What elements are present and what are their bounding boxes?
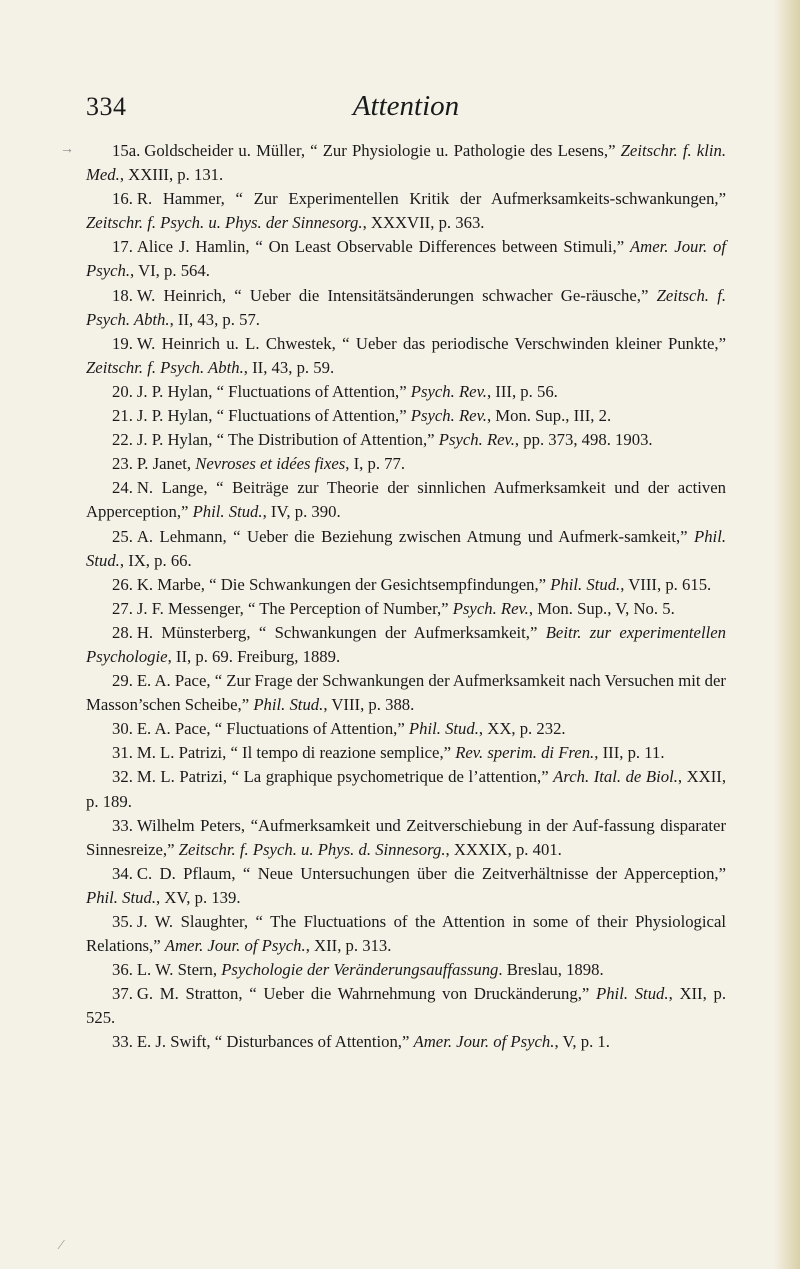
reference-number: 15a. <box>112 141 141 160</box>
reference-journal: Zeitschr. f. Psych. u. Phys. der Sinnesorg. <box>86 213 363 233</box>
reference-number: 28. <box>112 622 133 642</box>
reference-number: 30. <box>112 719 133 739</box>
reference-text: L. W. Stern, <box>136 960 222 980</box>
reference-entry <box>86 380 726 404</box>
reference-text: K. Marbe, “ Die Schwankungen der Gesichtsempfindungen,” <box>136 574 551 594</box>
reference-text: W. Heinrich u. L. Chwestek, “ Ueber das periodische Verschwinden kleiner Punkte,” <box>136 333 726 353</box>
reference-number: 33. <box>112 815 133 835</box>
reference-number: 32. <box>112 767 133 787</box>
reference-text: E. J. Swift, “ Disturbances of Attention,” <box>136 1032 414 1052</box>
reference-number: 34. <box>112 863 133 883</box>
reference-number: 23. <box>112 454 133 474</box>
reference-text: H. Münsterberg, “ Schwankungen der Aufmerksamkeit,” <box>136 622 546 642</box>
reference-text: A. Lehmann, “ Ueber die Beziehung zwischen Atmung und Aufmerk-samkeit,” <box>136 526 695 546</box>
reference-text: , XXII, p. 189. <box>86 767 727 811</box>
reference-entry <box>86 404 726 428</box>
reference-text: W. Heinrich, “ Ueber die Intensitätsänderungen schwacher Ge-räusche,” <box>136 285 657 305</box>
reference-journal: Zeitschr. f. klin. Med. <box>86 141 726 185</box>
pencil-arrow-mark: → <box>60 142 74 157</box>
reference-journal: Nevroses et idées fixes <box>195 454 346 474</box>
reference-text: , Mon. Sup., III, 2. <box>486 406 612 426</box>
reference-number: 18. <box>112 285 133 305</box>
reference-list <box>86 139 726 1055</box>
reference-entry <box>86 235 726 283</box>
reference-text: , IV, p. 390. <box>262 502 341 522</box>
reference-text: , XV, p. 139. <box>156 887 241 907</box>
reference-number: 21. <box>112 406 133 426</box>
reference-number: 35. <box>112 912 133 931</box>
reference-entry <box>86 862 726 910</box>
reference-number: 16. <box>112 189 133 209</box>
reference-number: 29. <box>112 671 133 691</box>
reference-journal: Zeitschr. f. Psych. Abth. <box>86 357 244 377</box>
reference-journal: Phil. Stud. <box>408 719 479 739</box>
reference-text: , XII, p. 525. <box>86 984 727 1028</box>
reference-number: 36. <box>112 960 133 980</box>
reference-text: , pp. 373, 498. 1903. <box>514 430 653 450</box>
reference-entry <box>86 332 726 380</box>
reference-text: , II, 43, p. 59. <box>243 357 335 377</box>
reference-journal: Amer. Jour. of Psych. <box>86 237 727 281</box>
reference-entry <box>86 597 726 621</box>
reference-journal: Psych. Rev. <box>410 381 487 401</box>
reference-entry <box>86 452 726 476</box>
reference-journal: Phil. Stud. <box>192 502 263 522</box>
reference-journal: Psych. Rev. <box>452 598 529 618</box>
reference-number: 20. <box>112 381 133 401</box>
reference-entry <box>86 476 726 524</box>
reference-text: E. A. Pace, “ Zur Frage der Schwankungen der Aufmerksamkeit nach Versuchen mit der Masson’schen Scheibe,” <box>86 671 726 715</box>
reference-journal: Psych. Rev. <box>438 430 515 450</box>
reference-text: J. P. Hylan, “ Fluctuations of Attention,” <box>136 406 411 426</box>
reference-number: 24. <box>112 478 133 498</box>
reference-text: M. L. Patrizi, “ Il tempo di reazione semplice,” <box>136 743 456 763</box>
reference-journal: Zeitsch. f. Psych. Abth. <box>86 285 727 329</box>
reference-entry <box>86 741 726 765</box>
reference-text: N. Lange, “ Beiträge zur Theorie der sinnlichen Aufmerksamkeit und der activen Apperception,” <box>86 478 726 522</box>
reference-text: C. D. Pflaum, “ Neue Untersuchungen über die Zeitverhältnisse der Apperception,” <box>136 863 726 883</box>
reference-text: , XXIII, p. 131. <box>119 165 224 185</box>
reference-journal: Amer. Jour. of Psych. <box>413 1032 555 1052</box>
reference-text: Wilhelm Peters, “Aufmerksamkeit und Zeitverschiebung in der Auf-fassung disparater Sinnesreize,” <box>86 815 726 859</box>
reference-text: J. P. Hylan, “ The Distribution of Attention,” <box>136 430 439 450</box>
reference-text: , V, p. 1. <box>554 1032 610 1052</box>
reference-journal: Arch. Ital. de Biol. <box>553 767 678 787</box>
reference-text: J. P. Hylan, “ Fluctuations of Attention,” <box>136 381 411 401</box>
page-gutter-shadow <box>774 0 800 1269</box>
reference-journal: Amer. Jour. of Psych. <box>164 936 306 956</box>
reference-text: , VI, p. 564. <box>130 261 210 281</box>
reference-entry <box>86 982 726 1030</box>
reference-entry <box>86 910 726 958</box>
reference-text: , XXXIX, p. 401. <box>445 839 562 859</box>
reference-text: , II, 43, p. 57. <box>169 309 260 329</box>
reference-entry <box>86 958 726 982</box>
reference-entry <box>86 187 726 235</box>
reference-text: Alice J. Hamlin, “ On Least Observable Differences between Stimuli,” <box>136 237 630 257</box>
reference-text: , Mon. Sup., V, No. 5. <box>528 598 675 618</box>
reference-number: 31. <box>112 743 133 763</box>
reference-entry <box>86 284 726 332</box>
reference-journal: Phil. Stud. <box>550 574 621 594</box>
reference-text: , III, p. 11. <box>594 743 665 763</box>
reference-text: , III, p. 56. <box>486 381 558 401</box>
reference-number: 25. <box>112 526 133 546</box>
reference-entry <box>86 765 726 813</box>
reference-journal: Phil. Stud. <box>596 984 669 1004</box>
reference-journal: Zeitschr. f. Psych. u. Phys. d. Sinnesorg. <box>178 839 446 859</box>
reference-entry <box>86 1030 726 1054</box>
reference-entry <box>86 573 726 597</box>
reference-text: J. F. Messenger, “ The Perception of Number,” <box>136 598 453 618</box>
reference-journal: Psychologie der Veränderungsauffassung <box>221 960 499 980</box>
reference-text: , XX, p. 232. <box>478 719 566 739</box>
reference-journal: Psych. Rev. <box>410 406 487 426</box>
reference-journal: Phil. Stud. <box>253 695 324 715</box>
reference-entry <box>86 428 726 452</box>
reference-text: , II, p. 69. Freiburg, 1889. <box>167 646 341 666</box>
page-number: 334 <box>86 92 127 121</box>
reference-text: , IX, p. 66. <box>119 550 192 570</box>
reference-text: , XII, p. 313. <box>305 936 392 956</box>
reference-text: Goldscheider u. Müller, “ Zur Physiologie u. Pathologie des Lesens,” <box>144 141 621 160</box>
reference-number: 26. <box>112 574 133 594</box>
reference-text: , VIII, p. 615. <box>620 574 712 594</box>
reference-number: 27. <box>112 598 133 618</box>
reference-text: E. A. Pace, “ Fluctuations of Attention,” <box>136 719 409 739</box>
reference-journal: Beitr. zur experimentellen Psychologie <box>86 622 726 666</box>
reference-journal: Rev. sperim. di Fren. <box>455 743 595 763</box>
reference-text: M. L. Patrizi, “ La graphique psychometrique de l’attention,” <box>136 767 554 787</box>
reference-entry <box>86 525 726 573</box>
reference-number: 17. <box>112 237 133 257</box>
reference-journal: Phil. Stud. <box>86 887 156 907</box>
reference-text: G. M. Stratton, “ Ueber die Wahrnehmung von Druckänderung,” <box>136 984 597 1004</box>
reference-text: , I, p. 77. <box>345 454 406 474</box>
reference-text: J. W. Slaughter, “ The Fluctuations of the Attention in some of their Physiological Relations,” <box>86 912 726 956</box>
reference-text: , XXXVII, p. 363. <box>362 213 485 233</box>
pencil-tick-mark: ⁄ <box>60 1238 63 1253</box>
reference-entry <box>86 717 726 741</box>
reference-text: P. Janet, <box>136 454 196 474</box>
reference-text: , VIII, p. 388. <box>323 695 415 715</box>
reference-entry <box>86 814 726 862</box>
reference-entry <box>86 669 726 717</box>
reference-journal: Phil. Stud. <box>86 526 726 570</box>
reference-number: 22. <box>112 430 133 450</box>
reference-entry <box>86 139 726 187</box>
reference-text: R. Hammer, “ Zur Experimentellen Kritik der Aufmerksamkeits-schwankungen,” <box>136 189 726 209</box>
reference-number: 37. <box>112 984 133 1004</box>
reference-number: 33. <box>112 1032 133 1052</box>
running-title: Attention <box>352 90 460 122</box>
reference-text: . Breslau, 1898. <box>498 960 604 980</box>
reference-number: 19. <box>112 333 133 353</box>
running-header <box>86 92 726 128</box>
reference-entry <box>86 621 726 669</box>
